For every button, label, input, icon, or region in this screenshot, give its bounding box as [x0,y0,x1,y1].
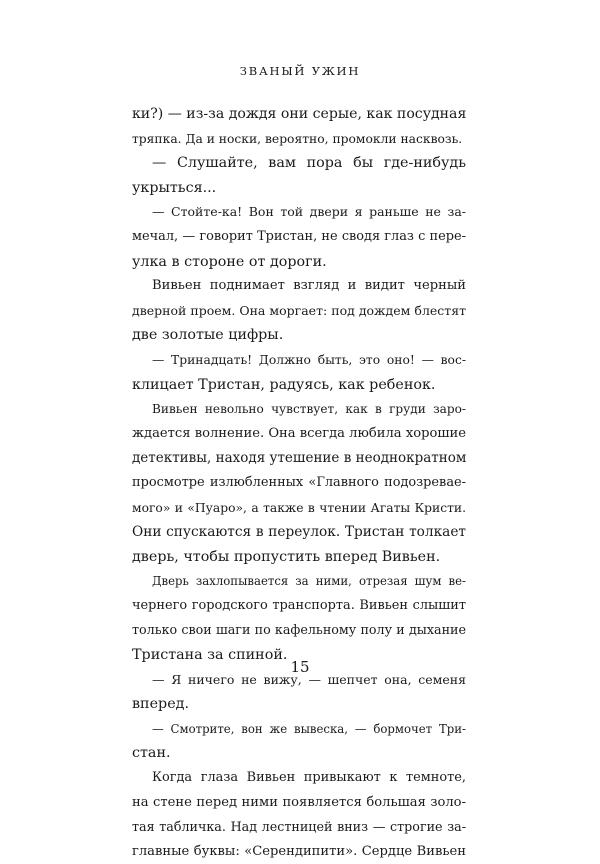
text-line: ждается волнение. Она всегда любила хорошие [132,425,466,441]
text-line: мечал, — говорит Тристан, не сводя глаз с пере- [132,228,466,244]
text-line: детективы, находя утешение в неоднократном [132,450,467,467]
text-line: клицает Тристан, радуясь, как ребенок. [132,376,436,393]
text-line: Когда глаза Вивьен привыкают к темноте, [152,770,466,786]
text-line: две золотые цифры. [132,327,284,344]
text-line: Дверь захлопывается за ними, отрезая шум ве- [152,574,466,589]
text-line: стан. [132,745,171,762]
text-line: — Я ничего не вижу, — шепчет она, семеня [152,671,466,687]
text-line: ки?) — из-за дождя они серые, как посудная [132,106,467,122]
text-line: тряпка. Да и носки, вероятно, промокли насквозь. [132,131,463,146]
text-line: чернего городского транспорта. Вивьен слышит [132,597,466,613]
text-line: — Стойте-ка! Вон той двери я раньше не за- [152,204,466,220]
text-line: дверь, чтобы пропустить вперед Вивьен. [132,548,441,565]
text-line: улка в стороне от дороги. [132,253,327,270]
text-line: вперед. [132,696,189,713]
text-line: Вивьен невольно чувствует, как в груди заро- [152,402,466,417]
page-number: 15 [290,658,310,676]
text-line: мого» и «Пуаро», а также в чтении Агаты Кристи. [132,500,466,515]
text-line: — Смотрите, вон же вывеска, — бормочет Три- [152,721,466,736]
text-line: Они спускаются в переулок. Тристан толкает [132,524,466,541]
text-line: Вивьен поднимает взгляд и видит черный [152,278,466,294]
text-line: на стене перед ними появляется большая золо- [132,794,466,810]
running-head: ЗВАНЫЙ УЖИН [239,64,361,78]
text-line: — Слушайте, вам пора бы где-нибудь [152,155,466,172]
text-line: Тристана за спиной. [132,647,288,664]
text-line: дверной проем. Она моргает: под дождем блестят [132,302,466,318]
text-line: просмотре излюбленных «Главного подозревае- [132,474,466,490]
text-line: только свои шаги по кафельному полу и дыхание [132,622,466,638]
text-line: укрыться... [132,179,217,196]
text-line: — Тринадцать! Должно быть, это оно! — вос- [152,352,466,367]
text-line: главные буквы: «Серендипити». Сердце Вивьен [132,843,466,859]
text-line: тая табличка. Над лестницей вниз — строгие за- [132,819,466,835]
